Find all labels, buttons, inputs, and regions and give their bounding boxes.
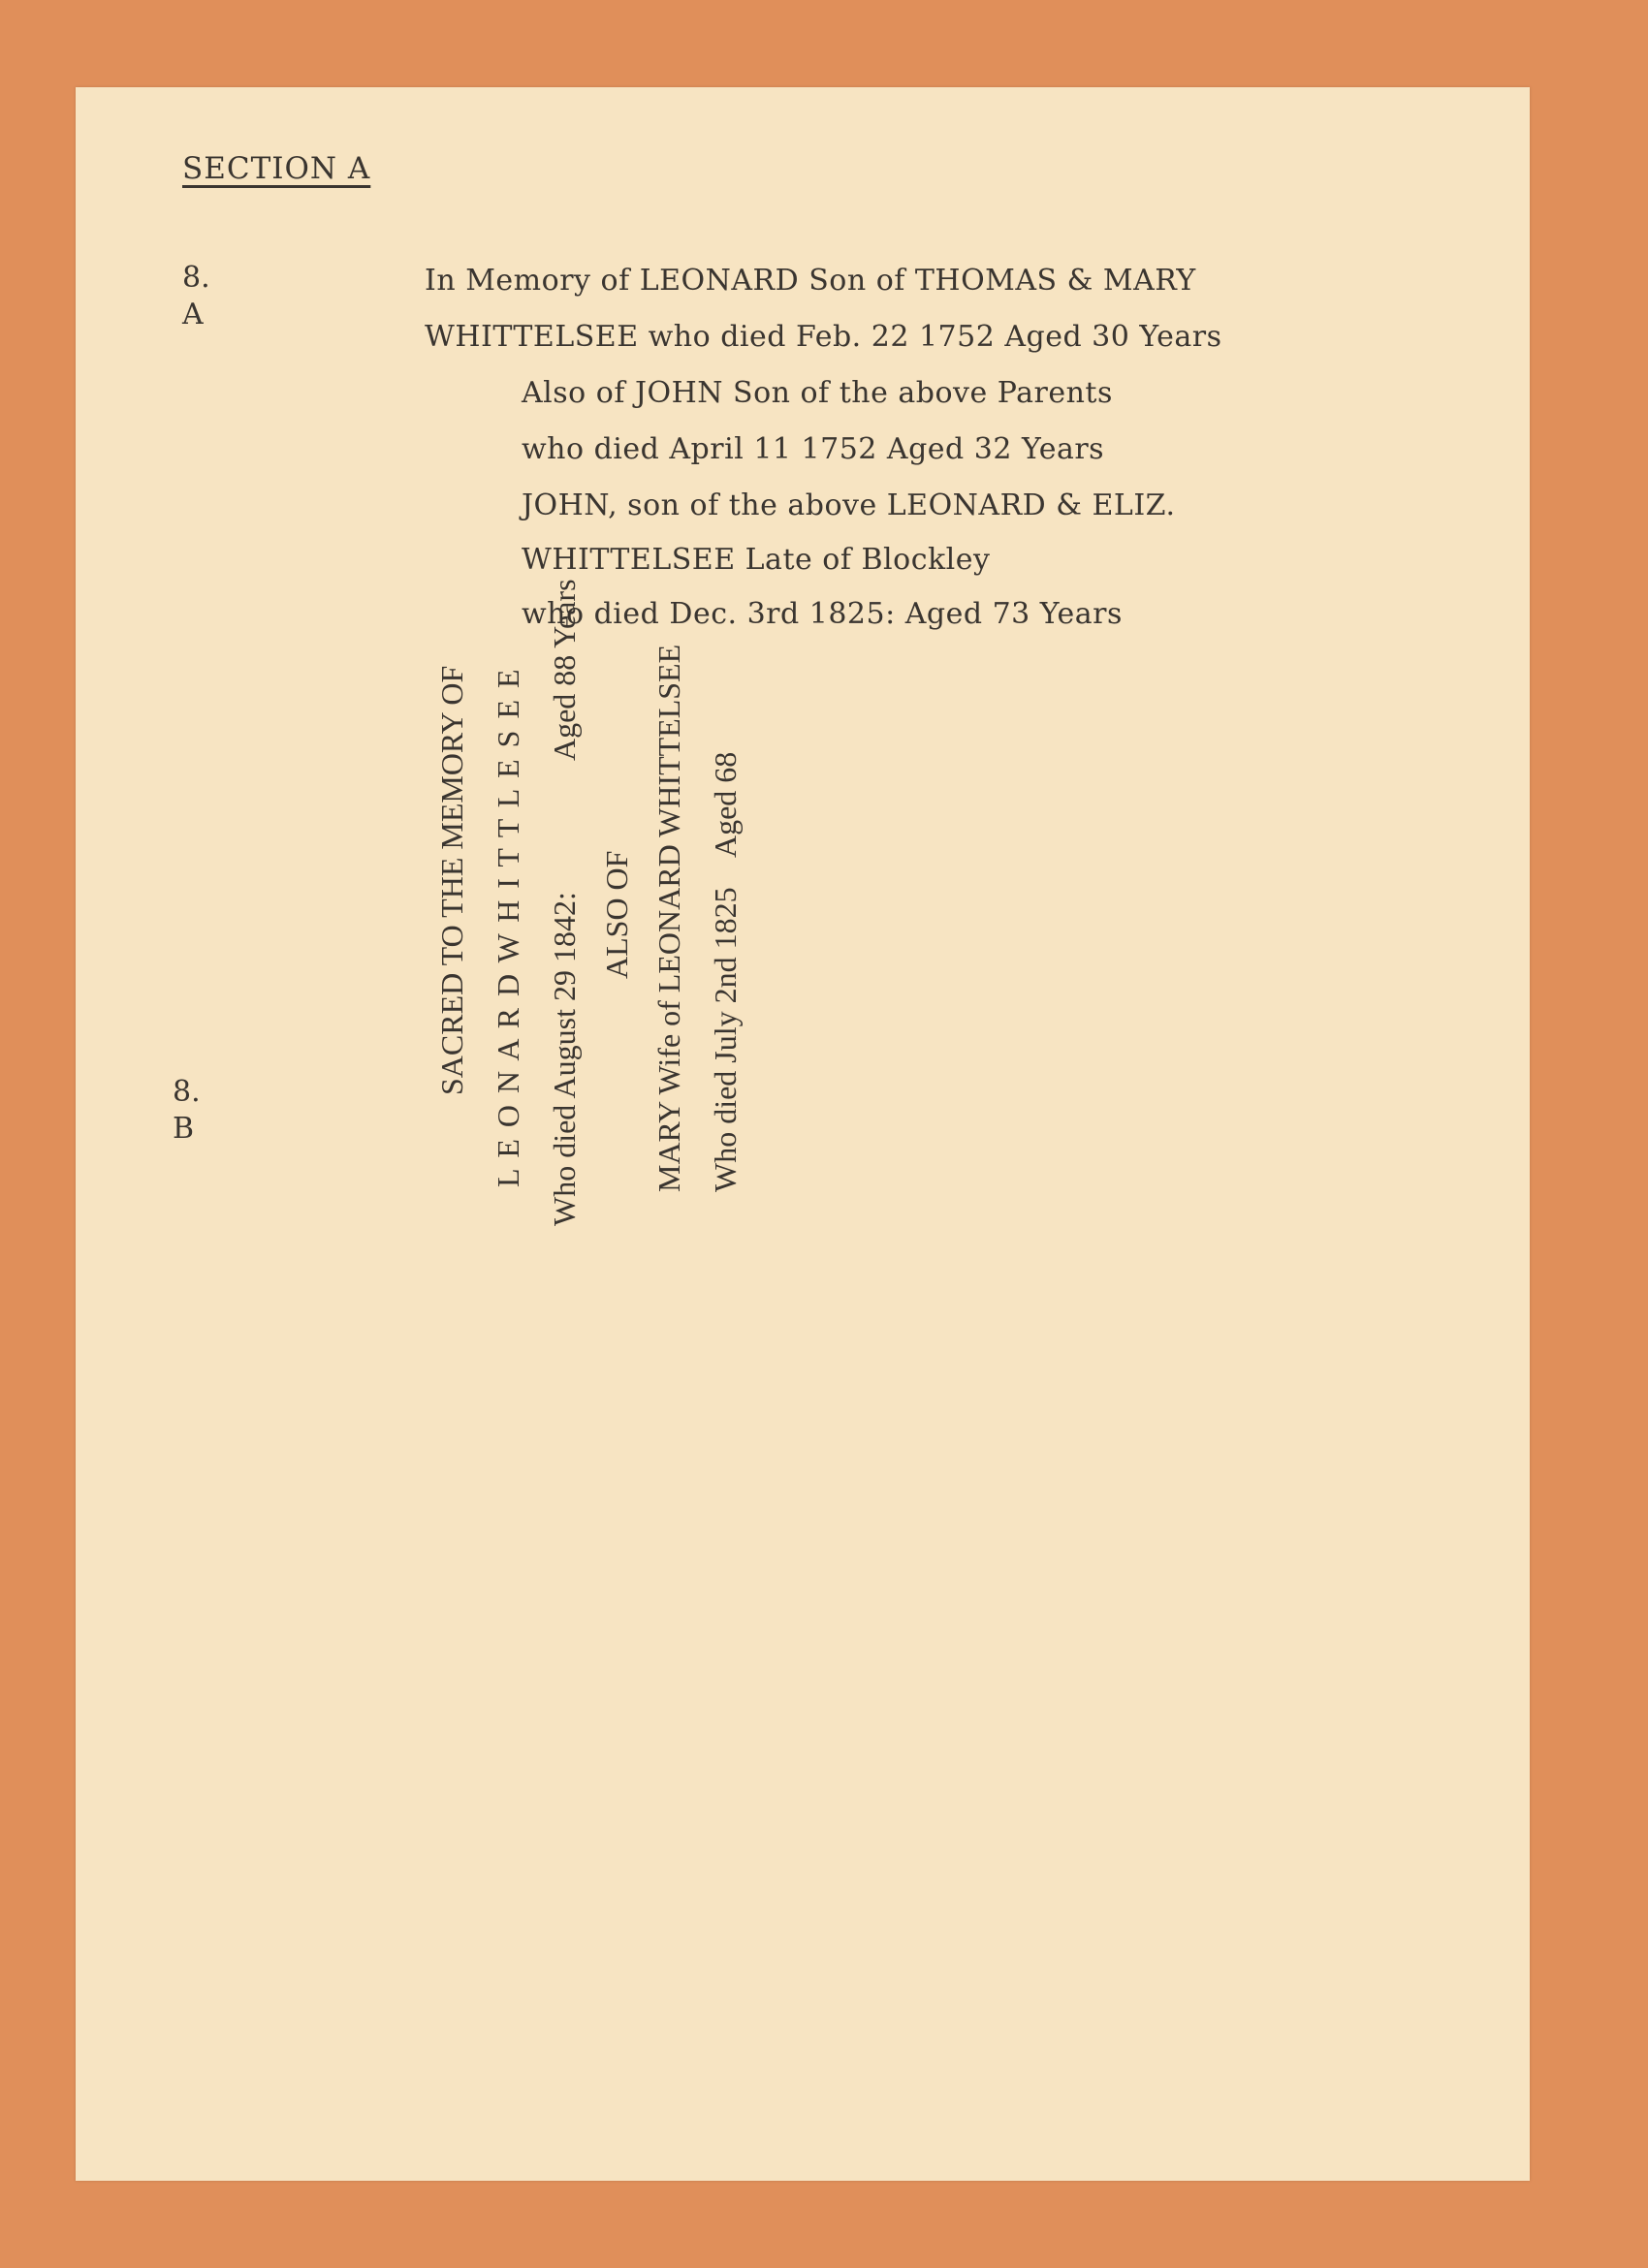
entry-b-line-name: L E O N A R D W H I T T L E S E E — [491, 667, 525, 1187]
entry-b-label — [173, 1074, 201, 1148]
entry-b-line-aged: Aged 88 Years — [547, 579, 582, 761]
entry-b-line-sacred: SACRED TO THE MEMORY OF — [434, 665, 469, 1095]
entry-a-label — [182, 260, 210, 333]
entry-a-line: WHITTELSEE Late of Blockley — [522, 543, 991, 577]
entry-b-line-mary-aged: Aged 68 — [708, 751, 743, 858]
entry-b-line-also: ALSO OF — [599, 850, 634, 979]
entry-a-line: who died April 11 1752 Aged 32 Years — [522, 432, 1105, 466]
document-page — [76, 87, 1530, 2181]
entry-a-line: WHITTELSEE who died Feb. 22 1752 Aged 30 Years — [425, 320, 1222, 354]
entry-b-line-mary-died: Who died July 2nd 1825 — [708, 887, 743, 1192]
entry-b-letter: B — [173, 1112, 195, 1146]
entry-a-number: 8. — [182, 261, 210, 295]
entry-b-number: 8. — [173, 1075, 201, 1109]
entry-a-letter: A — [182, 298, 204, 331]
entry-b-line-died: Who died August 29 1842: — [547, 892, 582, 1226]
entry-a-line: JOHN, son of the above LEONARD & ELIZ. — [522, 488, 1176, 522]
entry-a-line: who died Dec. 3rd 1825: Aged 73 Years — [522, 597, 1123, 631]
entry-a-line: In Memory of LEONARD Son of THOMAS & MARY — [425, 264, 1196, 298]
section-heading: SECTION A — [182, 151, 371, 186]
entry-b-line-mary: MARY Wife of LEONARD WHITTELSEE — [651, 644, 686, 1192]
entry-a-line: Also of JOHN Son of the above Parents — [522, 376, 1113, 410]
